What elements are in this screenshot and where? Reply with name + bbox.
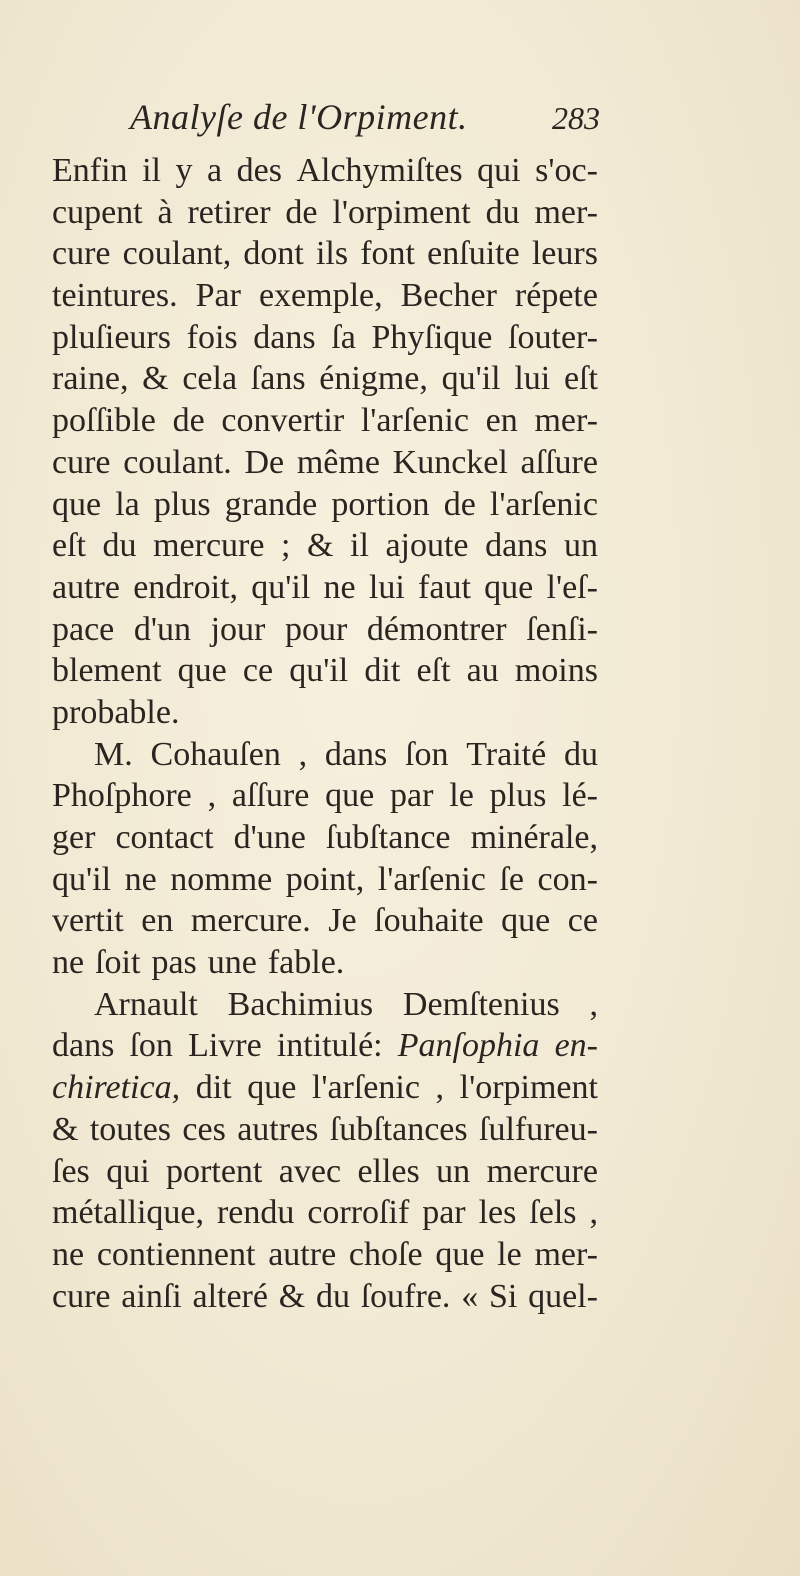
- word: une: [207, 944, 257, 982]
- word: toutes: [89, 1110, 172, 1148]
- word: ſouter-: [508, 318, 598, 356]
- word: ce: [567, 902, 598, 940]
- text-line: [52, 942, 598, 984]
- word: que: [325, 777, 375, 815]
- text-line: [52, 734, 598, 776]
- word: l'arſenic: [311, 1069, 420, 1107]
- word: point,: [285, 860, 365, 898]
- word: leurs: [531, 235, 598, 273]
- word: mercure: [486, 1152, 598, 1190]
- word: autre: [52, 568, 120, 606]
- word: mer-: [534, 1235, 598, 1273]
- word: ſoit: [95, 944, 141, 982]
- word: rendu: [216, 1194, 295, 1232]
- word: &: [142, 360, 169, 398]
- word: Phoſphore: [52, 777, 192, 815]
- word: dit: [195, 1069, 232, 1107]
- word: mer-: [534, 193, 598, 231]
- word: ſon: [405, 735, 449, 773]
- word: fable.: [267, 944, 345, 982]
- text-line: [52, 775, 598, 817]
- word: avec: [278, 1152, 342, 1190]
- word: qu'il: [441, 360, 501, 398]
- word: Livre: [188, 1027, 262, 1065]
- word: endroit,: [133, 568, 239, 606]
- word: que: [435, 1235, 485, 1273]
- text-line: [52, 525, 598, 567]
- text-line: [52, 859, 598, 901]
- word: l'arſenic: [489, 485, 598, 523]
- word: Arnault: [94, 985, 198, 1023]
- text-line: [52, 442, 598, 484]
- word: mercure: [153, 527, 265, 565]
- word: que: [484, 568, 534, 606]
- text-line: [52, 1025, 598, 1067]
- word: Cohauſen: [150, 735, 281, 773]
- word: a: [207, 152, 223, 189]
- word: fois: [186, 318, 238, 356]
- text-line: [52, 275, 598, 317]
- word: convertir: [221, 402, 345, 440]
- word: coulant,: [122, 235, 232, 273]
- text-line: [52, 567, 598, 609]
- word: démontrer: [366, 610, 507, 648]
- word: il: [350, 527, 369, 565]
- word: Becher: [400, 277, 497, 315]
- word: d'une: [233, 819, 306, 856]
- word: qui: [106, 1152, 150, 1190]
- word: ſans: [250, 360, 306, 398]
- word: ne: [124, 860, 157, 898]
- word: ,: [435, 1069, 445, 1107]
- word: ,: [589, 985, 598, 1023]
- word: Phyſique: [371, 318, 493, 356]
- word: ſe: [499, 860, 524, 898]
- text-line: [52, 900, 598, 942]
- word: exemple,: [258, 277, 383, 315]
- word: Bachimius: [227, 985, 374, 1023]
- word: Si: [488, 1277, 518, 1315]
- word: ſa: [331, 318, 356, 356]
- word: mer-: [534, 402, 598, 440]
- word: ſels: [529, 1194, 577, 1232]
- word: du: [485, 193, 520, 231]
- word: De: [244, 443, 285, 481]
- word: l'arſenic: [377, 860, 486, 898]
- word: en-: [554, 1027, 598, 1065]
- word: ſubſtances: [329, 1110, 468, 1148]
- word: ne: [52, 944, 85, 982]
- word: coulant.: [123, 443, 232, 481]
- word: faut: [418, 568, 471, 606]
- word: cupent: [52, 193, 143, 231]
- word: Par: [195, 277, 241, 315]
- word: Enfin: [52, 152, 128, 189]
- word: qu'il: [289, 652, 349, 690]
- word: que: [52, 485, 102, 523]
- word: cela: [182, 360, 238, 398]
- word: cure: [52, 1277, 111, 1315]
- running-title: Analyſe de l'Orpiment.: [130, 97, 468, 137]
- word: par: [422, 1194, 466, 1232]
- word: pas: [151, 944, 197, 982]
- word: teintures.: [52, 277, 178, 315]
- word: dit: [364, 652, 401, 690]
- word: M.: [94, 735, 133, 773]
- text-line: [52, 1276, 598, 1318]
- word: contact: [115, 819, 214, 856]
- word: ſubſtance: [325, 819, 451, 856]
- word: d'un: [133, 610, 192, 648]
- word: cure: [52, 443, 111, 481]
- word: ils: [315, 235, 349, 273]
- word: ajoute: [385, 527, 469, 565]
- word: de: [172, 402, 205, 440]
- word: du: [564, 735, 598, 773]
- word: que: [177, 652, 227, 690]
- word: ,: [207, 777, 217, 815]
- word: lé-: [562, 777, 598, 815]
- word: il: [142, 152, 161, 189]
- word: qu'il: [251, 568, 311, 606]
- word: en: [485, 402, 518, 440]
- word: retirer: [187, 193, 271, 231]
- word: &: [307, 527, 334, 565]
- word: intitulé:: [276, 1027, 383, 1065]
- word: l'eſ-: [546, 568, 598, 606]
- word: vertit: [52, 902, 124, 940]
- word: les: [478, 1194, 517, 1232]
- word: font: [360, 235, 416, 273]
- word: corroſif: [307, 1194, 410, 1232]
- word: eſt: [52, 527, 86, 565]
- word: poſſible: [52, 402, 156, 440]
- page-number: 283: [552, 100, 600, 136]
- word: l'arſenic: [360, 402, 469, 440]
- word: dans: [324, 735, 388, 773]
- word: le: [449, 777, 474, 815]
- word: pour: [284, 610, 348, 648]
- text-line: [52, 1234, 598, 1276]
- page-header: [130, 96, 600, 146]
- word: en: [141, 902, 174, 940]
- word: raine,: [52, 360, 129, 398]
- text-line: [52, 1192, 598, 1234]
- word: énigme,: [319, 360, 428, 398]
- word: ſoufre.: [360, 1277, 451, 1315]
- text-line: [52, 400, 598, 442]
- word: contiennent: [96, 1235, 256, 1273]
- word: eſt: [416, 652, 451, 690]
- word: plus: [153, 485, 211, 523]
- word: autres: [237, 1110, 319, 1148]
- word: la: [115, 485, 140, 523]
- body-text: [52, 150, 598, 1317]
- word: ſenſi-: [526, 610, 598, 648]
- text-line: [52, 484, 598, 526]
- word: blement: [52, 652, 162, 690]
- word: minérale,: [470, 819, 598, 856]
- word: ſouhaite: [374, 902, 484, 940]
- word: même: [296, 443, 380, 481]
- word: enſuite: [427, 235, 520, 273]
- word: Panſophia: [397, 1027, 540, 1065]
- word: aſſure: [520, 443, 598, 481]
- word: du: [102, 527, 137, 565]
- word: plus: [489, 777, 547, 815]
- word: eſt: [563, 360, 598, 398]
- word: métallique,: [52, 1194, 205, 1232]
- word: nomme: [170, 860, 273, 898]
- text-line: [52, 1151, 598, 1193]
- word: à: [157, 193, 173, 231]
- word: Traité: [466, 735, 547, 773]
- word: ;: [281, 527, 291, 565]
- word: y: [175, 152, 193, 189]
- word: l'orpiment: [332, 193, 471, 231]
- text-line: [52, 609, 598, 651]
- text-line: [52, 358, 598, 400]
- text-line: [52, 1109, 598, 1151]
- word: dans: [52, 1027, 115, 1065]
- word: ainſi: [121, 1277, 182, 1315]
- word: un: [563, 527, 598, 565]
- word: lui: [514, 360, 551, 398]
- word: ger: [52, 819, 96, 856]
- word: ne: [323, 568, 356, 606]
- text-line: [52, 317, 598, 359]
- word: chiretica,: [52, 1069, 181, 1107]
- word: grande: [224, 485, 318, 523]
- word: elles: [357, 1152, 420, 1190]
- word: choſe: [348, 1235, 423, 1273]
- text-line: [52, 192, 598, 234]
- word: ſon: [129, 1027, 173, 1065]
- text-line: [52, 692, 598, 734]
- word: s'oc-: [535, 152, 598, 189]
- word: ſes: [52, 1152, 90, 1190]
- word: jour: [210, 610, 266, 648]
- word: alteré: [192, 1277, 268, 1315]
- word: autre: [268, 1235, 337, 1273]
- word: aſſure: [231, 777, 310, 815]
- word: ces: [182, 1110, 226, 1148]
- word: mercure.: [190, 902, 311, 940]
- text-line: [52, 1067, 598, 1109]
- word: portent: [166, 1152, 263, 1190]
- word: du: [315, 1277, 350, 1315]
- word: des: [236, 152, 282, 189]
- word: Alchymiſtes: [296, 152, 463, 189]
- word: moins: [514, 652, 598, 690]
- word: lui: [368, 568, 405, 606]
- word: que: [247, 1069, 297, 1107]
- word: ,: [589, 1194, 598, 1232]
- word: un: [436, 1152, 471, 1190]
- word: portion: [331, 485, 430, 523]
- word: «: [461, 1277, 479, 1315]
- word: répete: [514, 277, 598, 315]
- text-line: [52, 650, 598, 692]
- word: cure: [52, 235, 111, 273]
- word: l'orpiment: [459, 1069, 598, 1107]
- word: dans: [253, 318, 316, 356]
- word: Kunckel: [392, 443, 508, 481]
- word: au: [466, 652, 499, 690]
- word: de: [443, 485, 476, 523]
- word: pluſieurs: [52, 318, 171, 356]
- word: par: [390, 777, 434, 815]
- word: con-: [537, 860, 598, 898]
- word: qu'il: [52, 860, 112, 898]
- word: probable.: [52, 693, 180, 731]
- word: de: [285, 193, 318, 231]
- word: qui: [477, 152, 521, 189]
- word: le: [497, 1235, 522, 1273]
- word: ſulfureu-: [479, 1110, 598, 1148]
- word: ce: [242, 652, 274, 690]
- word: Demſtenius: [402, 985, 560, 1023]
- word: dans: [485, 527, 548, 565]
- word: ,: [298, 735, 308, 773]
- word: Je: [328, 902, 357, 940]
- text-line: [52, 150, 598, 192]
- word: que: [501, 902, 551, 940]
- word: dont: [243, 235, 304, 273]
- word: &: [278, 1277, 306, 1315]
- text-line: [52, 233, 598, 275]
- text-line: [52, 984, 598, 1026]
- word: ne: [52, 1235, 85, 1273]
- word: quel-: [528, 1277, 598, 1315]
- word: pace: [52, 610, 115, 648]
- text-line: [52, 817, 598, 859]
- word: &: [52, 1110, 79, 1148]
